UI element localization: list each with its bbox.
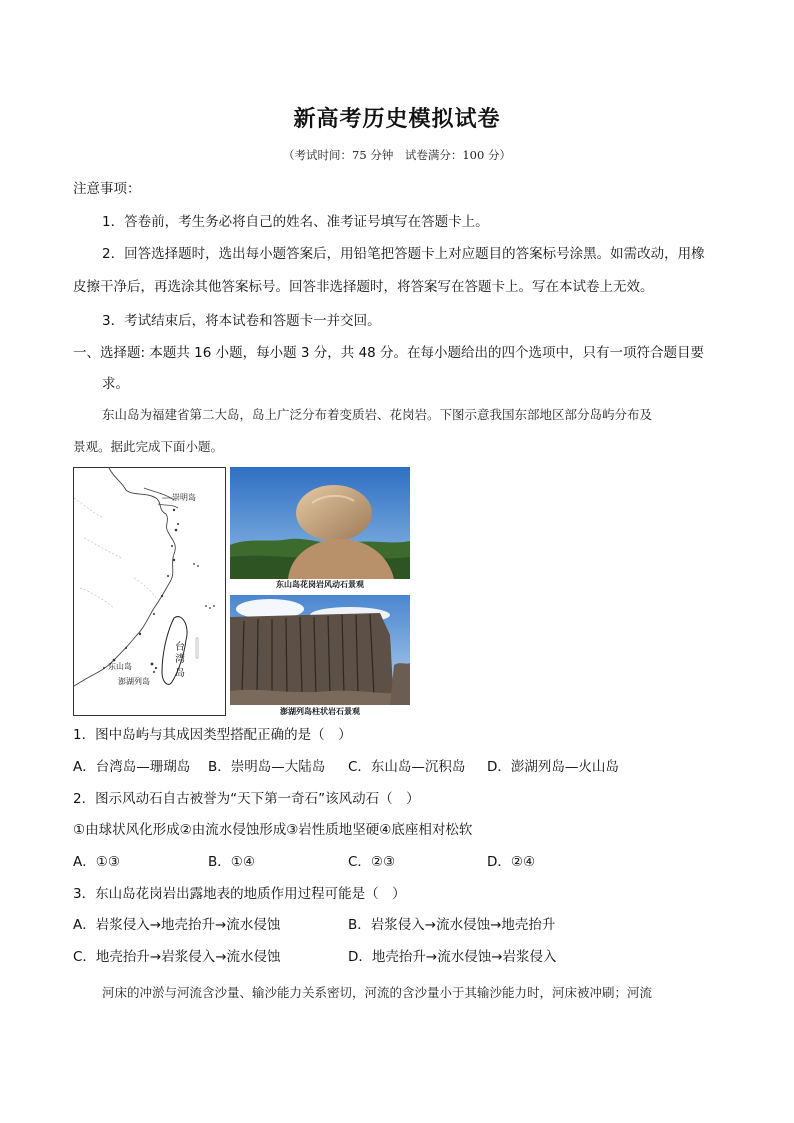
island-map: [73, 467, 226, 716]
notice-item-3: 3．考试结束后，将本试卷和答题卡一并交回。: [102, 313, 381, 329]
question-2-option-c: C．②③: [348, 854, 396, 870]
question-3-option-d: D．地壳抬升→流水侵蚀→岩浆侵入: [348, 949, 557, 965]
question-3-stem: 3．东山岛花岗岩出露地表的地质作用过程可能是（ ）: [73, 886, 406, 902]
question-2-option-d: D．②④: [487, 854, 536, 870]
question-1-stem: 1．图中岛屿与其成因类型搭配正确的是（ ）: [73, 727, 352, 743]
page-title: 新高考历史模拟试卷: [293, 106, 501, 132]
question-2-statements: ①由球状风化形成②由流水侵蚀形成③岩性质地坚硬④底座相对松软: [73, 822, 473, 838]
notice-item-1: 1．答卷前，考生务必将自己的姓名、准考证号填写在答题卡上。: [102, 214, 489, 230]
question-3-option-b: B．岩浆侵入→流水侵蚀→地壳抬升: [348, 917, 556, 933]
notice-item-2: 2．回答选择题时，选出每小题答案后，用铅笔把答题卡上对应题目的答案标号涂黑。如需改动，用橡: [102, 246, 705, 262]
question-2-stem: 2．图示风动石自古被誉为“天下第一奇石”该风动石（ ）: [73, 791, 420, 807]
balancing-rock-photo: [230, 467, 410, 592]
map-label-taiwan-1: 台: [175, 642, 185, 653]
question-1-option-d: D．澎湖列岛—火山岛: [487, 759, 619, 775]
map-label-dongshan: 东山岛: [108, 662, 132, 671]
notice-item-2-cont: 皮擦干净后，再选涂其他答案标号。回答非选择题时，将答案写在答题卡上。写在本试卷上无效。: [73, 279, 654, 295]
question-1-option-c: C．东山岛—沉积岛: [348, 759, 466, 775]
question-2-option-b: B．①④: [208, 854, 255, 870]
balancing-rock-image: [230, 467, 410, 579]
question-1-option-a: A．台湾岛—珊瑚岛: [73, 759, 191, 775]
notice-heading: 注意事项：: [73, 181, 141, 197]
basalt-columns-photo: [230, 595, 410, 719]
question-3-option-c: C．地壳抬升→岩浆侵入→流水侵蚀: [73, 949, 281, 965]
map-label-taiwan-2: 湾: [175, 654, 185, 665]
map-label-taiwan-3: 岛: [175, 668, 185, 679]
section-heading: 一、选择题: 本题共 16 小题，每小题 3 分，共 48 分。在每小题给出的四个选项中，只有一项符合题目要: [73, 345, 705, 361]
basalt-columns-image: [230, 595, 410, 705]
passage-2-line-1: 河床的冲淤与河流含沙量、输沙能力关系密切，河流的含沙量小于其输沙能力时，河床被冲刷；河流: [102, 985, 653, 1000]
question-1-option-b: B．崇明岛—大陆岛: [208, 759, 326, 775]
section-heading-cont: 求。: [102, 376, 129, 392]
passage-1-line-2: 景观。据此完成下面小题。: [73, 439, 224, 454]
question-3-option-a: A．岩浆侵入→地壳抬升→流水侵蚀: [73, 917, 281, 933]
question-2-option-a: A．①③: [73, 854, 120, 870]
exam-info: （考试时间：75 分钟 试卷满分：100 分）: [283, 148, 511, 162]
passage-1-line-1: 东山岛为福建省第二大岛，岛上广泛分布着变质岩、花岗岩。下图示意我国东部地区部分岛屿分布及: [102, 407, 653, 422]
map-label-penghu: 澎湖列岛: [118, 677, 150, 686]
photo-2-caption: 澎湖列岛柱状岩石景观: [280, 706, 360, 716]
map-label-chongming: 崇明岛: [172, 493, 196, 502]
photo-1-caption: 东山岛花岗岩风动石景观: [276, 579, 364, 589]
